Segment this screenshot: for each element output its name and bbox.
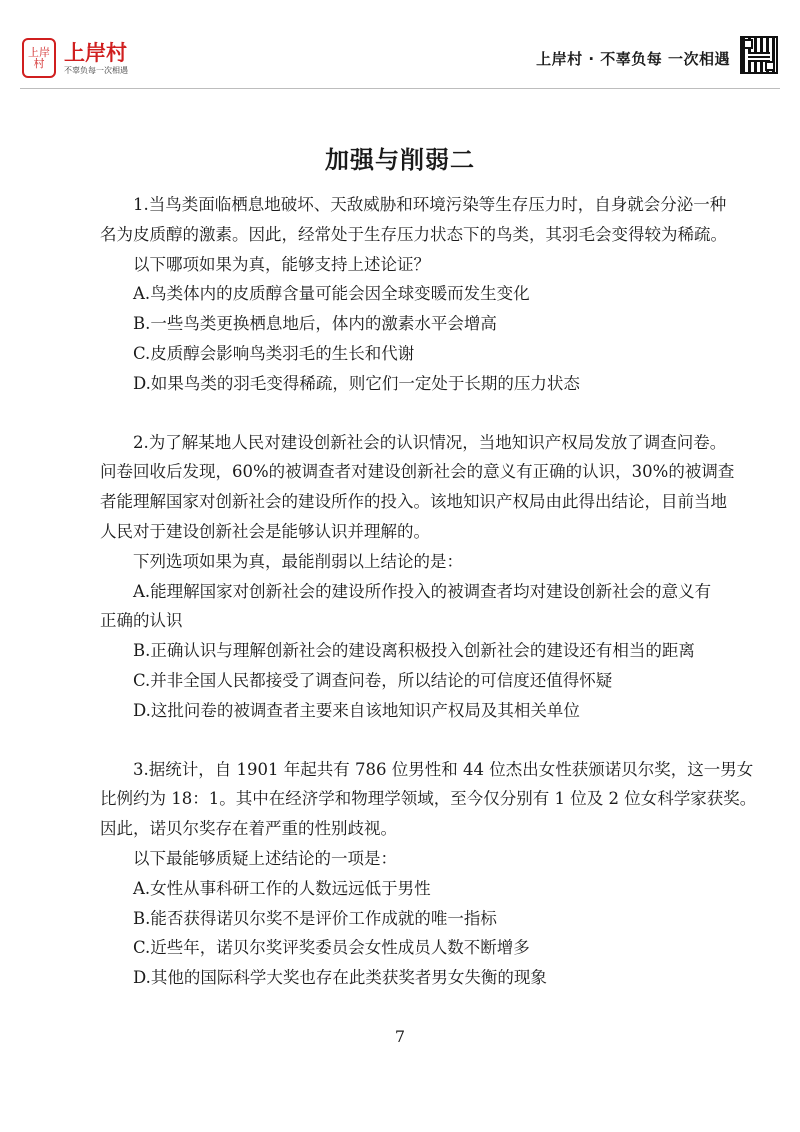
logo-seal-icon: 上岸村 — [22, 38, 56, 78]
page-header — [0, 0, 800, 100]
question-prompt: 以下最能够质疑上述结论的一项是： — [133, 848, 397, 868]
question-prompt: 下列选项如果为真，最能削弱以上结论的是： — [133, 551, 463, 571]
question-stem: 名为皮质醇的激素。因此，经常处于生存压力状态下的鸟类，其羽毛会变得较为稀疏。 — [100, 224, 727, 244]
option-b: B.能否获得诺贝尔奖不是评价工作成就的唯一指标 — [133, 908, 497, 928]
question-3 — [100, 755, 757, 993]
brand-logo — [22, 38, 128, 78]
question-2 — [100, 428, 735, 726]
header-slogan: 上岸村 · 不辜负每 一次相遇 — [536, 50, 730, 68]
header-divider — [20, 88, 780, 89]
question-stem: 1.当鸟类面临栖息地破坏、天敌威胁和环境污染等生存压力时，自身就会分泌一种 — [133, 195, 727, 214]
option-c: C.皮质醇会影响鸟类羽毛的生长和代谢 — [133, 343, 415, 363]
question-stem: 2.为了解某地人民对建设创新社会的认识情况，当地知识产权局发放了调查问卷。 — [133, 432, 727, 452]
question-list — [100, 190, 757, 993]
option-a: A.能理解国家对创新社会的建设所作投入的被调查者均对建设创新社会的意义有 — [133, 581, 712, 601]
option-b: B.正确认识与理解创新社会的建设离积极投入创新社会的建设还有相当的距离 — [133, 641, 695, 661]
option-d: D.如果鸟类的羽毛变得稀疏，则它们一定处于长期的压力状态 — [133, 373, 580, 393]
qr-code-icon — [740, 36, 778, 74]
option-a: A.鸟类体内的皮质醇含量可能会因全球变暖而发生变化 — [133, 284, 530, 304]
question-stem: 人民对于建设创新社会是能够认识并理解的。 — [100, 521, 430, 541]
option-b: B.一些鸟类更换栖息地后，体内的激素水平会增高 — [133, 314, 497, 334]
question-1 — [100, 190, 727, 399]
option-a-continued: 正确的认识 — [100, 611, 183, 631]
option-d: D.其他的国际科学大奖也存在此类获奖者男女失衡的现象 — [133, 968, 547, 988]
option-c: C.近些年，诺贝尔奖评奖委员会女性成员人数不断增多 — [133, 938, 530, 958]
question-stem: 3.据统计，自 1901 年起共有 786 位男性和 44 位杰出女性获颁诺贝尔奖，这一男女 — [133, 759, 754, 779]
page-title: 加强与削弱二 — [325, 146, 475, 174]
question-prompt: 以下哪项如果为真，能够支持上述论证？ — [133, 254, 430, 274]
option-c: C.并非全国人民都接受了调查问卷，所以结论的可信度还值得怀疑 — [133, 670, 613, 690]
question-stem: 比例约为 18：1。其中在经济学和物理学领域，至今仅分别有 1 位及 2 位女科学家获奖。 — [100, 789, 757, 809]
option-a: A.女性从事科研工作的人数远远低于男性 — [133, 878, 431, 898]
question-stem: 者能理解国家对创新社会的建设所作的投入。该地知识产权局由此得出结论，目前当地 — [100, 492, 727, 512]
page-number: 7 — [394, 1027, 406, 1046]
option-d: D.这批问卷的被调查者主要来自该地知识产权局及其相关单位 — [133, 700, 580, 720]
brand-tagline: 不辜负每一次相遇 — [64, 65, 128, 75]
brand-name: 上岸村 — [64, 40, 127, 65]
question-stem: 问卷回收后发现，60%的被调查者对建设创新社会的意义有正确的认识，30%的被调查 — [100, 462, 735, 482]
question-stem: 因此，诺贝尔奖存在着严重的性别歧视。 — [100, 819, 397, 839]
